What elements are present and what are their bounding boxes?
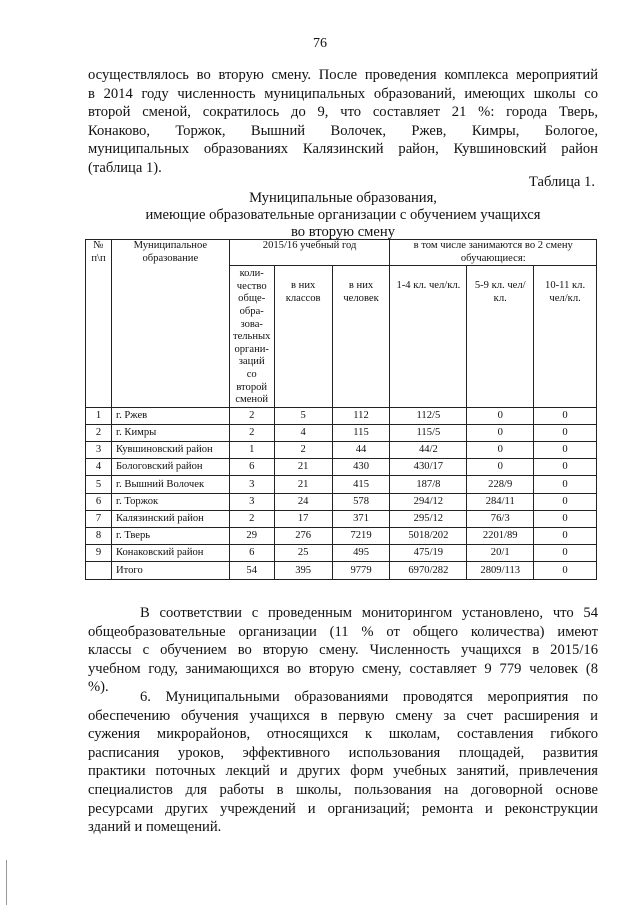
header-grades-10-11: 10-11 кл. чел/кл. — [534, 266, 597, 408]
para3-line: практики поточных лекций и других форм учебных занятий, привлечения — [88, 763, 598, 780]
grades-5-9-cell: 0 — [467, 407, 534, 424]
caption-line: во вторую смену — [291, 224, 395, 240]
org-count-line: со — [246, 368, 257, 380]
org-count-cell: 6 — [229, 459, 274, 476]
org-count-cell: 2 — [229, 424, 274, 441]
classes-cell: 5 — [274, 407, 332, 424]
row-number: 9 — [86, 545, 112, 562]
people-cell: 430 — [332, 459, 390, 476]
people-cell: 44 — [332, 442, 390, 459]
municipality-cell: г. Тверь — [111, 528, 229, 545]
grades-1-4-cell: 295/12 — [390, 510, 467, 527]
intro-line: Конаково, Торжок, Вышний Волочек, Ржев, Кимры, Бологое, — [88, 122, 598, 139]
classes-cell: 24 — [274, 493, 332, 510]
grades-5-9-cell: 284/11 — [467, 493, 534, 510]
org-count-line: органи- — [234, 343, 269, 355]
people-cell: 115 — [332, 424, 390, 441]
page-number: 76 — [313, 36, 327, 51]
row-number: 4 — [86, 459, 112, 476]
grades-1-4-cell: 115/5 — [390, 424, 467, 441]
grades-5-9-cell: 76/3 — [467, 510, 534, 527]
para2-line — [88, 604, 598, 623]
grades-10-11-cell: 0 — [534, 493, 597, 510]
intro-line: муниципальных образованиях Калязинский район, Кувшиновский район — [88, 141, 598, 158]
measures-paragraph — [88, 688, 598, 837]
table-row — [86, 562, 597, 579]
header-num: № п\п — [86, 240, 112, 408]
para2-line: классы с обучением во вторую смену. Численность учащихся в 2015/16 — [88, 642, 598, 659]
header-second-shift-group: в том числе занимаются во 2 смену обучающиеся: — [390, 240, 597, 266]
row-number — [86, 562, 112, 579]
para3-line — [88, 688, 598, 707]
header-year-group: 2015/16 учебный год — [229, 240, 390, 266]
para3-line: специалистов для работы в школы, пользования на договорной основе — [88, 781, 598, 798]
table-caption — [88, 190, 598, 241]
grades-1-4-cell: 475/19 — [390, 545, 467, 562]
table-row — [86, 407, 597, 424]
org-count-line: обра- — [239, 305, 264, 317]
para3-line: обеспечению обучения учащихся в первую смену за счет расширения и — [88, 707, 598, 724]
grades-1-4-cell: 112/5 — [390, 407, 467, 424]
municipality-cell: Итого — [111, 562, 229, 579]
para2-line: общеобразовательные организации (11 % от общего количества) имеют — [88, 623, 598, 640]
header-grades-5-9: 5-9 кл. чел/кл. — [467, 266, 534, 408]
classes-cell: 17 — [274, 510, 332, 527]
table-row — [86, 424, 597, 441]
margin-line — [6, 860, 7, 905]
classes-cell: 21 — [274, 476, 332, 493]
intro-line: осуществлялось во вторую смену. После проведения комплекса мероприятий — [88, 67, 598, 83]
classes-cell: 395 — [274, 562, 332, 579]
table-row — [86, 545, 597, 562]
municipality-cell: г. Вышний Волочек — [111, 476, 229, 493]
grades-10-11-cell: 0 — [534, 510, 597, 527]
municipality-cell: Конаковский район — [111, 545, 229, 562]
org-count-line: сменой — [235, 394, 269, 406]
municipality-cell: Калязинский район — [111, 510, 229, 527]
org-count-line: заций — [238, 356, 265, 368]
org-count-cell: 54 — [229, 562, 274, 579]
org-count-line: тельных — [232, 331, 271, 343]
para3-line: расписания уроков, эффективного использования площадей, развития — [88, 744, 598, 761]
org-count-line: чество — [236, 280, 267, 292]
para2-line: %). — [88, 679, 109, 696]
municipality-cell: г. Кимры — [111, 424, 229, 441]
people-cell: 9779 — [332, 562, 390, 579]
para2-line: учебном году, занимающихся во вторую смену, составляет 9 779 человек (8 — [88, 660, 598, 677]
org-count-line: обще- — [238, 293, 266, 305]
grades-5-9-cell: 2809/113 — [467, 562, 534, 579]
grades-10-11-cell: 0 — [534, 476, 597, 493]
para3-line-text: 6. Муниципальными образованиями проводятся мероприятия по — [140, 689, 598, 705]
row-number: 8 — [86, 528, 112, 545]
table-row — [86, 510, 597, 527]
para3-line: зданий и помещений. — [88, 819, 222, 836]
people-cell: 7219 — [332, 528, 390, 545]
table-row — [86, 493, 597, 510]
row-number: 2 — [86, 424, 112, 441]
org-count-cell: 29 — [229, 528, 274, 545]
table-row — [86, 476, 597, 493]
grades-5-9-cell: 228/9 — [467, 476, 534, 493]
table-row — [86, 459, 597, 476]
classes-cell: 2 — [274, 442, 332, 459]
people-cell: 112 — [332, 407, 390, 424]
grades-1-4-cell: 5018/202 — [390, 528, 467, 545]
org-count-cell: 2 — [229, 510, 274, 527]
header-org-count — [229, 266, 274, 408]
grades-10-11-cell: 0 — [534, 545, 597, 562]
table-row — [86, 442, 597, 459]
org-count-line: коли- — [239, 268, 264, 280]
municipality-cell: Кувшиновский район — [111, 442, 229, 459]
header-people: в них человек — [332, 266, 390, 408]
municipality-cell: г. Ржев — [111, 407, 229, 424]
people-cell: 415 — [332, 476, 390, 493]
grades-5-9-cell: 0 — [467, 459, 534, 476]
header-municipality: Муниципальное образование — [111, 240, 229, 408]
grades-1-4-cell: 44/2 — [390, 442, 467, 459]
grades-5-9-cell: 0 — [467, 424, 534, 441]
grades-10-11-cell: 0 — [534, 459, 597, 476]
people-cell: 495 — [332, 545, 390, 562]
row-number: 7 — [86, 510, 112, 527]
org-count-cell: 6 — [229, 545, 274, 562]
grades-1-4-cell: 187/8 — [390, 476, 467, 493]
grades-10-11-cell: 0 — [534, 442, 597, 459]
org-count-line: второй — [236, 381, 268, 393]
grades-10-11-cell: 0 — [534, 562, 597, 579]
row-number: 1 — [86, 407, 112, 424]
intro-line: второй сменой, сократилось до 9, что составляет 21 %: города Тверь, — [88, 104, 598, 121]
grades-1-4-cell: 294/12 — [390, 493, 467, 510]
row-number: 3 — [86, 442, 112, 459]
header-classes: в них классов — [274, 266, 332, 408]
grades-5-9-cell: 0 — [467, 442, 534, 459]
org-count-cell: 3 — [229, 476, 274, 493]
para3-line: сужения микрорайонов, относящихся к школам, составления гибкого — [88, 726, 598, 743]
grades-1-4-cell: 430/17 — [390, 459, 467, 476]
row-number: 5 — [86, 476, 112, 493]
row-number: 6 — [86, 493, 112, 510]
para3-line: ресурсами других учреждений и организаций; ремонта и реконструкции — [88, 800, 598, 817]
grades-10-11-cell: 0 — [534, 528, 597, 545]
people-cell: 578 — [332, 493, 390, 510]
caption-line: имеющие образовательные организации с обучением учащихся — [145, 207, 541, 223]
grades-5-9-cell: 2201/89 — [467, 528, 534, 545]
para2-line-text: В соответствии с проведенным мониторингом установлено, что 54 — [140, 605, 598, 621]
caption-line: Муниципальные образования, — [249, 190, 437, 206]
org-count-cell: 1 — [229, 442, 274, 459]
grades-1-4-cell: 6970/282 — [390, 562, 467, 579]
header-grades-1-4: 1-4 кл. чел/кл. — [390, 266, 467, 408]
classes-cell: 25 — [274, 545, 332, 562]
classes-cell: 21 — [274, 459, 332, 476]
classes-cell: 276 — [274, 528, 332, 545]
municipality-cell: Бологовский район — [111, 459, 229, 476]
org-count-line: зова- — [240, 318, 263, 330]
people-cell: 371 — [332, 510, 390, 527]
org-count-cell: 3 — [229, 493, 274, 510]
intro-line: (таблица 1). — [88, 159, 162, 176]
grades-5-9-cell: 20/1 — [467, 545, 534, 562]
monitoring-paragraph — [88, 604, 598, 697]
table-row — [86, 528, 597, 545]
intro-paragraph — [88, 66, 598, 178]
grades-10-11-cell: 0 — [534, 424, 597, 441]
org-count-cell: 2 — [229, 407, 274, 424]
intro-line: в 2014 году численность муниципальных образований, имеющих школы со — [88, 85, 598, 102]
table-label: Таблица 1. — [528, 174, 595, 190]
second-shift-table — [85, 239, 597, 580]
grades-10-11-cell: 0 — [534, 407, 597, 424]
municipality-cell: г. Торжок — [111, 493, 229, 510]
classes-cell: 4 — [274, 424, 332, 441]
